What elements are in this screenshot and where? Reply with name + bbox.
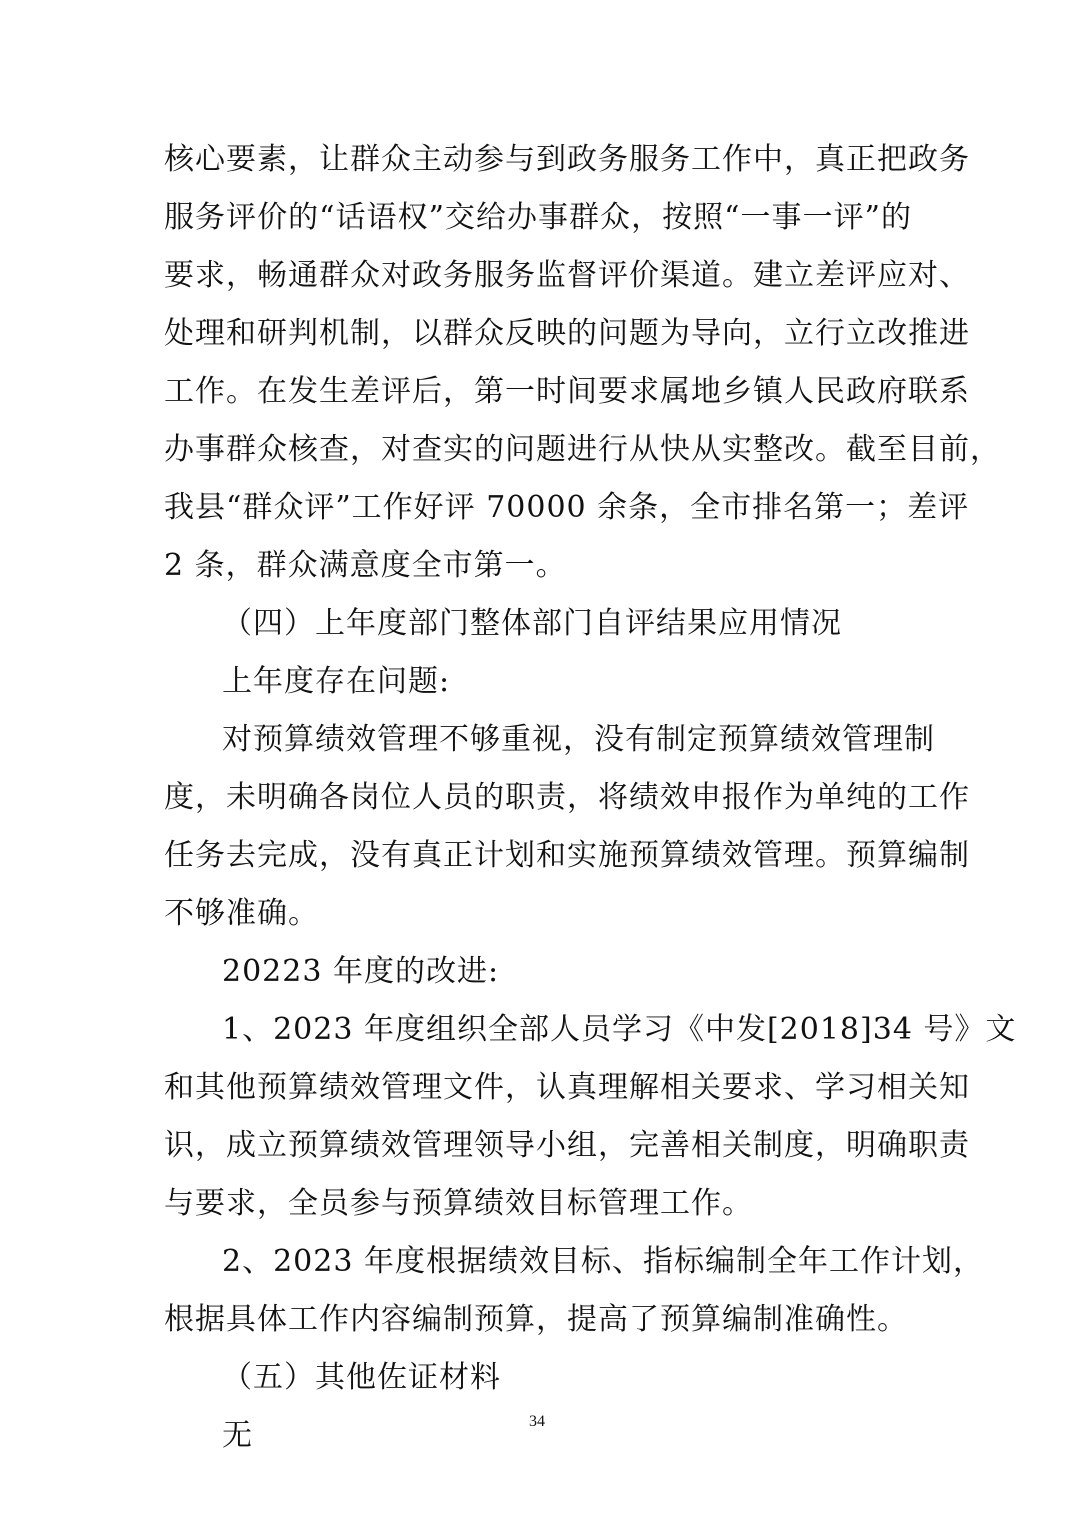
text-line: 1、2023 年度组织全部人员学习《中发[2018]34 号》文 xyxy=(222,1012,1017,1047)
section-heading: （四）上年度部门整体部门自评结果应用情况 xyxy=(222,606,842,641)
text-line: 服务评价的“话语权”交给办事群众，按照“一事一评”的 xyxy=(164,200,912,235)
text-line: 办事群众核查，对查实的问题进行从快从实整改。截至目前， xyxy=(164,432,1001,467)
text-line: 2 条，群众满意度全市第一。 xyxy=(164,548,567,583)
text-line: 与要求，全员参与预算绩效目标管理工作。 xyxy=(164,1186,753,1221)
section-heading: （五）其他佐证材料 xyxy=(222,1360,501,1395)
text-line: 我县“群众评”工作好评 70000 余条，全市排名第一；差评 xyxy=(164,490,970,525)
text-line: 2、2023 年度根据绩效目标、指标编制全年工作计划， xyxy=(222,1244,984,1279)
text-line: 要求，畅通群众对政务服务监督评价渠道。建立差评应对、 xyxy=(164,258,970,293)
text-line: 任务去完成，没有真正计划和实施预算绩效管理。预算编制 xyxy=(164,838,970,873)
text-line: 工作。在发生差评后，第一时间要求属地乡镇人民政府联系 xyxy=(164,374,970,409)
subheading: 20223 年度的改进: xyxy=(222,954,500,989)
text-line: 对预算绩效管理不够重视，没有制定预算绩效管理制 xyxy=(222,722,935,757)
text-line: 不够准确。 xyxy=(164,896,319,931)
text-line: 无 xyxy=(222,1418,253,1453)
page-number: 34 xyxy=(529,1413,545,1430)
text-line: 处理和研判机制，以群众反映的问题为导向，立行立改推进 xyxy=(164,316,970,351)
subheading: 上年度存在问题: xyxy=(222,664,451,699)
text-line: 识，成立预算绩效管理领导小组，完善相关制度，明确职责 xyxy=(164,1128,970,1163)
text-line: 核心要素，让群众主动参与到政务服务工作中，真正把政务 xyxy=(164,142,970,177)
text-line: 度，未明确各岗位人员的职责，将绩效申报作为单纯的工作 xyxy=(164,780,970,815)
text-line: 和其他预算绩效管理文件，认真理解相关要求、学习相关知 xyxy=(164,1070,970,1105)
text-line: 根据具体工作内容编制预算，提高了预算编制准确性。 xyxy=(164,1302,908,1337)
